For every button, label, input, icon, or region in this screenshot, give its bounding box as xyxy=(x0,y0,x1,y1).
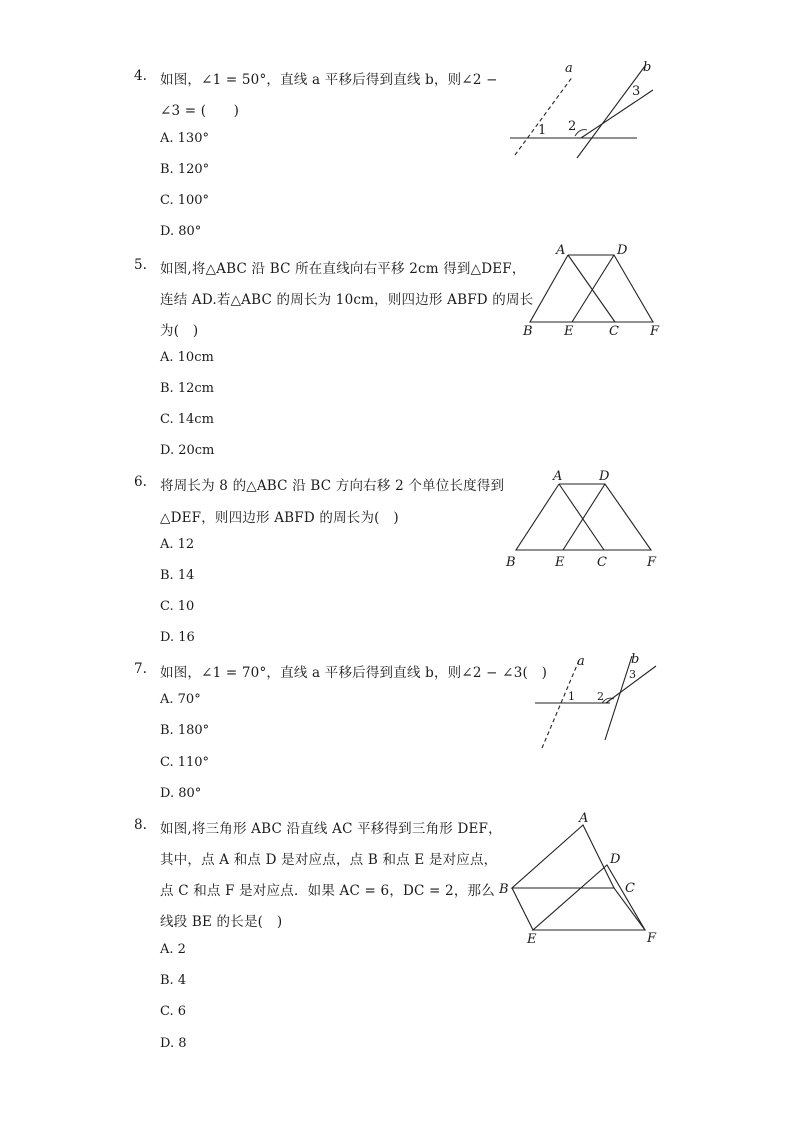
question-text-line: 如图，∠1 = 50°，直线 a 平移后得到直线 b，则∠2 − xyxy=(160,72,498,88)
option-a[interactable]: A. 130° xyxy=(160,131,209,146)
triangle-abc xyxy=(512,825,614,888)
label-a: a xyxy=(577,654,585,669)
parallel-lines-figure xyxy=(505,58,665,168)
option-d[interactable]: D. 20cm xyxy=(160,443,215,458)
label-angle-3: 3 xyxy=(629,668,636,681)
option-d[interactable]: D. 80° xyxy=(160,224,202,239)
option-b[interactable]: B. 120° xyxy=(160,162,210,177)
label-angle-1: 1 xyxy=(568,690,575,703)
option-a[interactable]: A. 10cm xyxy=(160,350,214,365)
question-text-line: 如图,将△ABC 沿 BC 所在直线向右平移 2cm 得到△DEF， xyxy=(160,261,526,277)
option-b[interactable]: B. 4 xyxy=(160,973,187,988)
label-C: C xyxy=(609,324,619,339)
label-A: A xyxy=(556,243,566,258)
label-B: B xyxy=(506,555,516,570)
label-angle-1: 1 xyxy=(538,123,547,138)
label-C: C xyxy=(597,555,607,570)
label-F: F xyxy=(647,931,657,946)
question-text-line: 点 C 和点 F 是对应点．如果 AC = 6，DC = 2，那么 xyxy=(160,883,495,899)
triangle-def xyxy=(533,865,645,930)
label-E: E xyxy=(564,324,574,339)
question-text-line: ∠3 = ( ) xyxy=(160,103,240,119)
question-text-line: 将周长为 8 的△ABC 沿 BC 方向右移 2 个单位长度得到 xyxy=(160,478,505,494)
label-angle-3: 3 xyxy=(632,84,641,99)
side-de xyxy=(563,484,605,550)
line-a xyxy=(515,76,573,155)
question-number: 4. xyxy=(134,68,147,84)
bent-segment xyxy=(581,90,653,138)
line-b xyxy=(577,66,645,158)
label-A: A xyxy=(579,811,589,826)
question-text-line: 连结 AD.若△ABC 的周长为 10cm，则四边形 ABFD 的周长 xyxy=(160,292,534,308)
option-b[interactable]: B. 12cm xyxy=(160,381,214,396)
option-c[interactable]: C. 10 xyxy=(160,599,195,614)
label-B: B xyxy=(523,324,533,339)
question-text-line: 如图，∠1 = 70°，直线 a 平移后得到直线 b，则∠2 − ∠3( ) xyxy=(160,665,548,681)
label-F: F xyxy=(647,555,657,570)
translation-figure xyxy=(503,464,668,574)
option-b[interactable]: B. 180° xyxy=(160,723,210,738)
option-c[interactable]: C. 14cm xyxy=(160,412,214,427)
label-b: b xyxy=(631,652,640,667)
option-b[interactable]: B. 14 xyxy=(160,568,195,583)
label-D: D xyxy=(610,852,621,867)
label-F: F xyxy=(650,324,660,339)
label-angle-2: 2 xyxy=(597,690,604,703)
question-text-line: 如图,将三角形 ABC 沿直线 AC 平移得到三角形 DEF， xyxy=(160,821,502,837)
label-D: D xyxy=(617,243,628,258)
option-c[interactable]: C. 110° xyxy=(160,755,210,770)
question-text-line: 为( ) xyxy=(160,323,199,339)
question-text-line: 其中，点 A 和点 D 是对应点，点 B 和点 E 是对应点， xyxy=(160,852,498,868)
side-ac xyxy=(559,484,604,550)
option-a[interactable]: A. 2 xyxy=(160,942,186,957)
question-number: 7. xyxy=(134,661,147,677)
question-text-line: △DEF，则四边形 ABFD 的周长为( ) xyxy=(160,510,399,526)
parallel-lines-figure xyxy=(530,650,665,750)
option-a[interactable]: A. 70° xyxy=(160,692,201,707)
question-text-line: 线段 BE 的长是( ) xyxy=(160,914,283,930)
label-angle-2: 2 xyxy=(568,119,577,134)
translation-figure xyxy=(520,242,670,342)
question-number: 6. xyxy=(134,474,147,490)
option-d[interactable]: D. 8 xyxy=(160,1036,187,1051)
segment-be xyxy=(512,888,533,930)
question-number: 5. xyxy=(134,257,147,273)
option-c[interactable]: C. 6 xyxy=(160,1004,187,1019)
label-E: E xyxy=(555,555,565,570)
label-D: D xyxy=(599,469,610,484)
label-b: b xyxy=(643,60,652,75)
option-c[interactable]: C. 100° xyxy=(160,193,210,208)
question-number: 8. xyxy=(134,817,147,833)
option-d[interactable]: D. 16 xyxy=(160,630,195,645)
option-d[interactable]: D. 80° xyxy=(160,786,202,801)
label-E: E xyxy=(527,932,537,947)
triangle-translation-figure xyxy=(495,808,665,948)
option-a[interactable]: A. 12 xyxy=(160,537,195,552)
label-A: A xyxy=(553,469,563,484)
label-a: a xyxy=(565,61,573,76)
label-C: C xyxy=(625,881,635,896)
label-B: B xyxy=(499,882,509,897)
